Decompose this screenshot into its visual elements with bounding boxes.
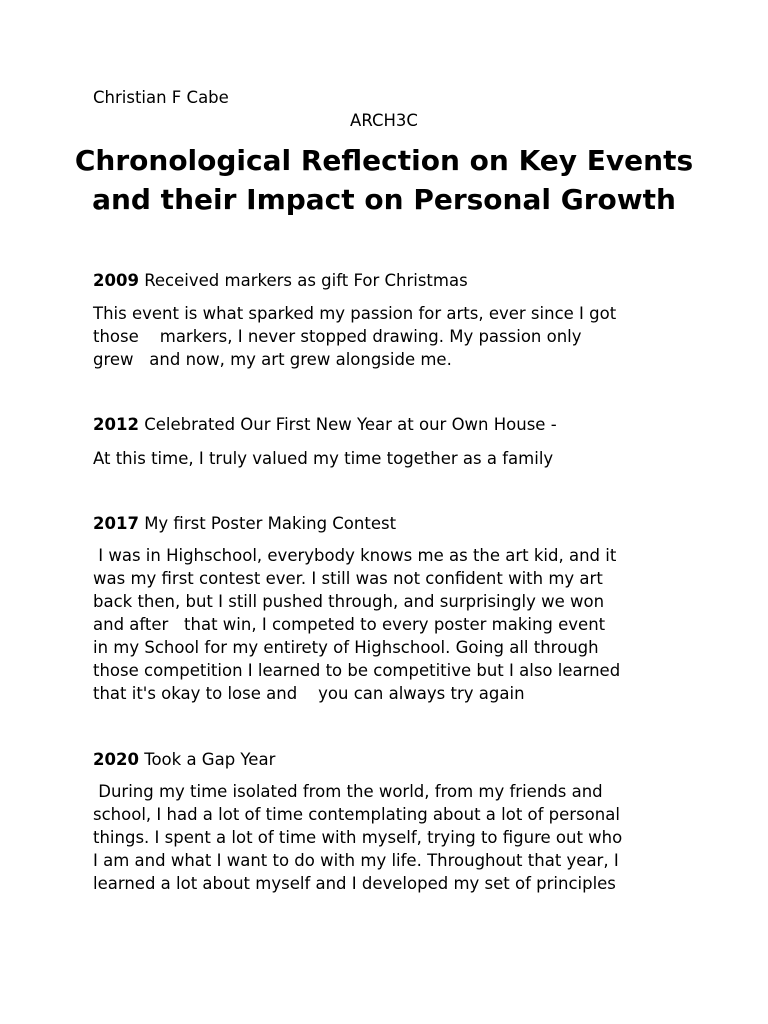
course-code: ARCH3C bbox=[350, 111, 418, 130]
body-line: learned a lot about myself and I developed my set of principles bbox=[93, 874, 616, 893]
entry-heading bbox=[93, 269, 683, 292]
timeline-entry-2017 bbox=[93, 512, 683, 535]
document-title: Chronological Reflection on Key Events and their Impact on Personal Growth bbox=[74, 144, 694, 216]
entry-heading bbox=[93, 512, 683, 535]
body-line: things. I spent a lot of time with myself, trying to figure out who bbox=[93, 828, 623, 847]
entry-heading bbox=[93, 413, 683, 436]
body-line: I am and what I want to do with my life. Throughout that year, I bbox=[93, 851, 619, 870]
body-line: those competition I learned to be competitive but I also learned bbox=[93, 661, 621, 680]
body-line: back then, but I still pushed through, and surprisingly we won bbox=[93, 592, 605, 611]
timeline-entry-2012 bbox=[93, 413, 683, 436]
entry-title: My first Poster Making Contest bbox=[144, 514, 397, 533]
entry-heading bbox=[93, 748, 683, 771]
timeline-entry-2009 bbox=[93, 269, 683, 292]
body-line: school, I had a lot of time contemplating about a lot of personal bbox=[93, 805, 620, 824]
entry-year: 2012 bbox=[93, 415, 139, 434]
entry-year: 2017 bbox=[93, 514, 139, 533]
body-line: I was in Highschool, everybody knows me as the art kid, and it bbox=[93, 546, 617, 565]
body-line: grew and now, my art grew alongside me. bbox=[93, 350, 452, 369]
body-line: those markers, I never stopped drawing. My passion only bbox=[93, 327, 582, 346]
entry-year: 2020 bbox=[93, 750, 139, 769]
timeline-entry-2020 bbox=[93, 748, 683, 771]
body-line: During my time isolated from the world, from my friends and bbox=[93, 782, 603, 801]
entry-body-2009 bbox=[93, 302, 683, 371]
body-line: was my first contest ever. I still was not confident with my art bbox=[93, 569, 603, 588]
body-line: that it's okay to lose and you can always try again bbox=[93, 684, 525, 703]
entry-title: Received markers as gift For Christmas bbox=[144, 271, 468, 290]
entry-body-2020 bbox=[93, 780, 683, 895]
body-line: in my School for my entirety of Highschool. Going all through bbox=[93, 638, 599, 657]
body-line: and after that win, I competed to every poster making event bbox=[93, 615, 606, 634]
entry-body-2012 bbox=[93, 447, 683, 470]
author-name: Christian F Cabe bbox=[93, 88, 229, 107]
entry-title: Took a Gap Year bbox=[144, 750, 276, 769]
body-line: This event is what sparked my passion for arts, ever since I got bbox=[93, 304, 617, 323]
entry-year: 2009 bbox=[93, 271, 139, 290]
entry-title: Celebrated Our First New Year at our Own House - bbox=[144, 415, 557, 434]
body-line: At this time, I truly valued my time together as a family bbox=[93, 449, 554, 468]
entry-body-2017 bbox=[93, 544, 683, 705]
